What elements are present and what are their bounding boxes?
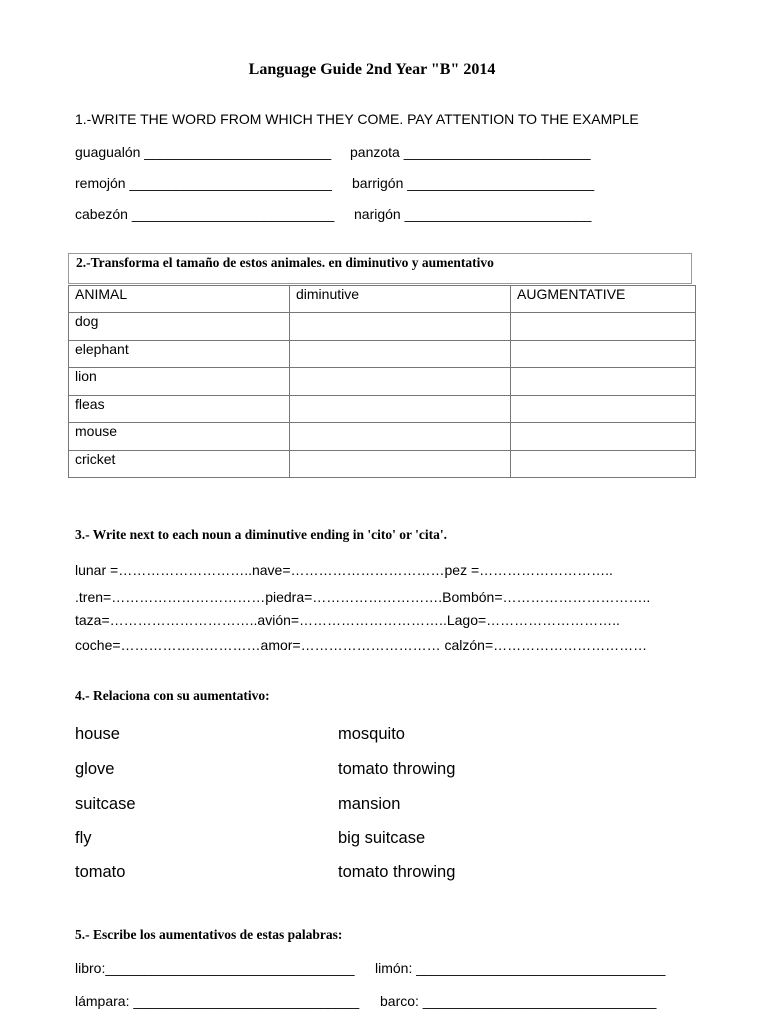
table-row (69, 368, 696, 395)
table-header-row (69, 286, 696, 313)
table-row (69, 395, 696, 422)
section-2-heading-box (68, 253, 692, 284)
animal-cell: cricket (69, 450, 290, 477)
augmentative-answer-cell[interactable] (511, 340, 696, 367)
s5-item-lampara: lámpara: _____________________________ (75, 993, 360, 1009)
section-4-heading: 4.- Relaciona con su aumentativo: (75, 688, 270, 703)
section-1-heading: 1.-WRITE THE WORD FROM WHICH THEY COME. PAY ATTENTION TO THE EXAMPLE (75, 111, 639, 127)
section-3-heading: 3.- Write next to each noun a diminutive ending in 'cito' or 'cita'. (75, 527, 448, 542)
s4-right-item: tomato throwing (338, 863, 456, 881)
s4-left-item: fly (75, 829, 92, 847)
table-row (69, 450, 696, 477)
s3-line-3: taza=…………………………..avión=…………………………..Lago=……………………….. (75, 612, 620, 628)
s4-right-item: mansion (338, 795, 401, 813)
s4-right-item: tomato throwing (338, 760, 456, 778)
table-row (69, 313, 696, 340)
s3-line-2: .tren=……………………………piedra=……………………….Bombón=………………………….. (75, 589, 651, 605)
s3-line-1: lunar =………………………..nave=……………………………pez =……………………….. (75, 562, 613, 578)
animal-cell: fleas (69, 395, 290, 422)
column-header-animal: ANIMAL (69, 286, 290, 313)
s4-left-item: house (75, 725, 120, 743)
s4-left-item: suitcase (75, 795, 136, 813)
augmentative-answer-cell[interactable] (511, 423, 696, 450)
augmentative-answer-cell[interactable] (511, 395, 696, 422)
s3-line-4: coche=…………………………amor=………………………… calzón=…………………………… (75, 637, 648, 653)
s4-right-item: mosquito (338, 725, 405, 743)
s1-item-cabezon: cabezón __________________________ (75, 206, 335, 222)
diminutive-answer-cell[interactable] (290, 340, 511, 367)
column-header-diminutive: diminutive (290, 286, 511, 313)
section-2-heading: 2.-Transforma el tamaño de estos animales. en diminutivo y aumentativo (76, 255, 494, 270)
diminutive-answer-cell[interactable] (290, 423, 511, 450)
section-5-heading: 5.- Escribe los aumentativos de estas palabras: (75, 927, 343, 942)
diminutive-answer-cell[interactable] (290, 450, 511, 477)
animal-cell: elephant (69, 340, 290, 367)
diminutive-answer-cell[interactable] (290, 368, 511, 395)
page-title: Language Guide 2nd Year "B" 2014 (248, 61, 496, 78)
s4-left-item: glove (75, 760, 115, 778)
table-row (69, 423, 696, 450)
s1-item-remojon: remojón __________________________ (75, 175, 332, 191)
animal-cell: dog (69, 313, 290, 340)
s5-item-barco: barco: ______________________________ (380, 993, 657, 1009)
animal-size-table (68, 285, 696, 478)
s1-item-barrigon: barrigón ________________________ (352, 175, 595, 191)
augmentative-answer-cell[interactable] (511, 450, 696, 477)
animal-cell: lion (69, 368, 290, 395)
diminutive-answer-cell[interactable] (290, 313, 511, 340)
augmentative-answer-cell[interactable] (511, 368, 696, 395)
diminutive-answer-cell[interactable] (290, 395, 511, 422)
table-row (69, 340, 696, 367)
column-header-augmentative: AUGMENTATIVE (511, 286, 696, 313)
animal-cell: mouse (69, 423, 290, 450)
s4-right-item: big suitcase (338, 829, 426, 847)
s5-item-libro: libro:________________________________ (75, 960, 355, 976)
s5-item-limon: limón: ________________________________ (375, 960, 666, 976)
s1-item-panzota: panzota ________________________ (350, 144, 591, 160)
s4-left-item: tomato (75, 863, 126, 881)
s1-item-guagualon: guagualón ________________________ (75, 144, 332, 160)
s1-item-narigon: narigón ________________________ (354, 206, 592, 222)
augmentative-answer-cell[interactable] (511, 313, 696, 340)
